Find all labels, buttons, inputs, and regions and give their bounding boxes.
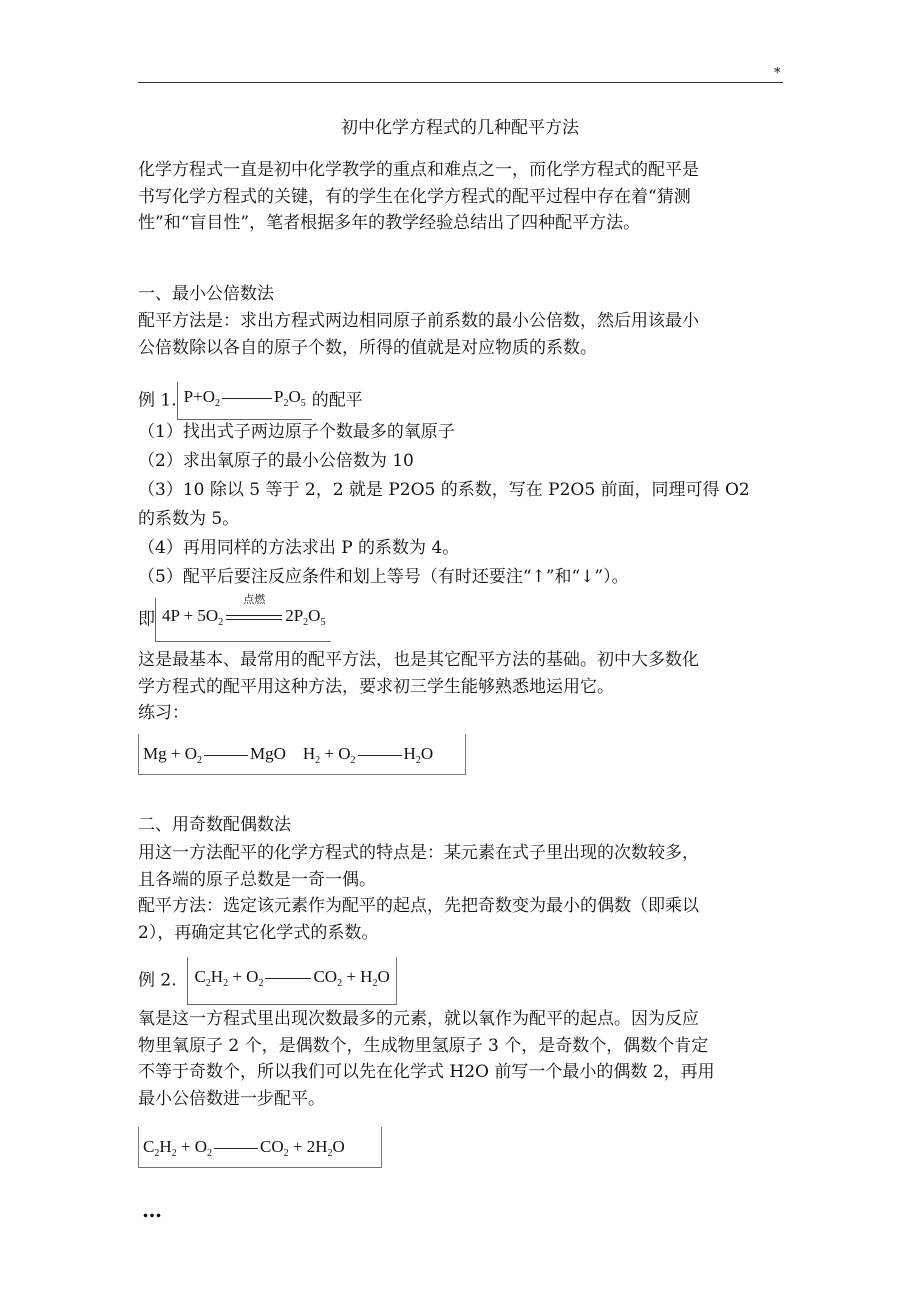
section-1-heading: 一、最小公倍数法 bbox=[138, 284, 274, 304]
text-line: 2），再确定其它化学式的系数。 bbox=[138, 922, 379, 943]
reaction-dash bbox=[265, 978, 311, 979]
step-equation: $C_2H_2 + O_2$ $CO_2 + 2H_2O$ bbox=[138, 1127, 382, 1168]
example-2 bbox=[138, 957, 790, 1005]
result-prefix: 即 bbox=[138, 609, 155, 630]
text-line: 书写化学方程式的关键，有的学生在化学方程式的配平过程中存在着“猜测 bbox=[138, 186, 691, 207]
text-line: 且各端的原子总数是一奇一偶。 bbox=[138, 869, 376, 890]
example-2-prefix: 例 2. bbox=[138, 970, 177, 991]
practice-equations: $Mg + O_2$ MgO $H_2 + O_2$ $H_2O$ bbox=[138, 734, 466, 775]
section-1-steps bbox=[138, 418, 790, 592]
result-equation-row bbox=[138, 593, 790, 642]
step-line: （3）10 除以 5 等于 2，2 就是 P2O5 的系数，写在 P2O5 前面，同理可得 O2 bbox=[138, 480, 750, 500]
reaction-condition: 点燃 bbox=[243, 593, 266, 607]
text-line: 氧是这一方程式里出现次数最多的元素，就以氧作为配平的起点。因为反应 bbox=[138, 1009, 699, 1029]
intro-paragraph bbox=[138, 157, 790, 237]
practice-label: 练习： bbox=[138, 703, 189, 723]
balanced-equation: $4P + 5O_2$ 点燃 $2P_2O_5$ bbox=[155, 598, 331, 642]
text-line: 公倍数除以各自的原子个数，所得的值就是对应物质的系数。 bbox=[138, 337, 597, 358]
reaction-condition-equals bbox=[226, 593, 282, 626]
header-mark: * bbox=[774, 66, 781, 81]
example-1 bbox=[138, 382, 790, 420]
step-line: （2）求出氧原子的最小公倍数为 10 bbox=[138, 451, 414, 471]
text-line: 用这一方法配平的化学方程式的特点是：某元素在式子里出现的次数较多， bbox=[138, 843, 699, 863]
step-line: （4）再用同样的方法求出 P 的系数为 4。 bbox=[138, 538, 460, 558]
step-line: （5）配平后要注反应条件和划上等号（有时还要注“↑”和“↓”）。 bbox=[138, 567, 629, 587]
reaction-dash bbox=[222, 398, 272, 399]
reaction-dash bbox=[204, 755, 248, 756]
page-title: 初中化学方程式的几种配平方法 bbox=[341, 118, 579, 138]
text-line: 性”和“盲目性”，笔者根据多年的教学经验总结出了四种配平方法。 bbox=[138, 213, 641, 233]
section-2-feature bbox=[138, 840, 790, 946]
example-1-equation: $P+O_2$ $P_2O_5$ bbox=[177, 382, 312, 420]
example-1-prefix: 例 1. bbox=[138, 390, 177, 411]
step-line: （1）找出式子两边原子个数最多的氧原子 bbox=[138, 422, 455, 442]
reaction-dash bbox=[214, 1148, 258, 1149]
text-line: 化学方程式一直是初中化学教学的重点和难点之一，而化学方程式的配平是 bbox=[138, 160, 699, 180]
text-line: 物里氧原子 2 个，是偶数个，生成物里氢原子 3 个，是奇数个，偶数个肯定 bbox=[138, 1035, 709, 1056]
example-2-equation: $C_2H_2 + O_2$ $CO_2 + H_2O$ bbox=[187, 957, 396, 1005]
text-line: 不等于奇数个，所以我们可以先在化学式 H2O 前写一个最小的偶数 2，再用 bbox=[138, 1062, 715, 1082]
section-2-explain bbox=[138, 1006, 790, 1112]
step-line: 的系数为 5。 bbox=[138, 509, 240, 529]
section-1-summary bbox=[138, 647, 790, 727]
continuation-ellipsis: … bbox=[142, 1198, 162, 1222]
section-2-heading: 二、用奇数配偶数法 bbox=[138, 815, 291, 835]
text-line: 学方程式的配平用这种方法，要求初三学生能够熟悉地运用它。 bbox=[138, 676, 614, 697]
text-line: 配平方法：选定该元素作为配平的起点，先把奇数变为最小的偶数（即乘以 bbox=[138, 896, 699, 916]
example-1-suffix: 的配平 bbox=[311, 390, 363, 411]
text-line: 最小公倍数进一步配平。 bbox=[138, 1088, 325, 1109]
reaction-dash bbox=[358, 755, 402, 756]
header-rule bbox=[138, 82, 783, 83]
text-line: 配平方法是：求出方程式两边相同原子前系数的最小公倍数，然后用该最小 bbox=[138, 311, 699, 331]
section-1-method bbox=[138, 308, 790, 361]
text-line: 这是最基本、最常用的配平方法，也是其它配平方法的基础。初中大多数化 bbox=[138, 650, 699, 670]
